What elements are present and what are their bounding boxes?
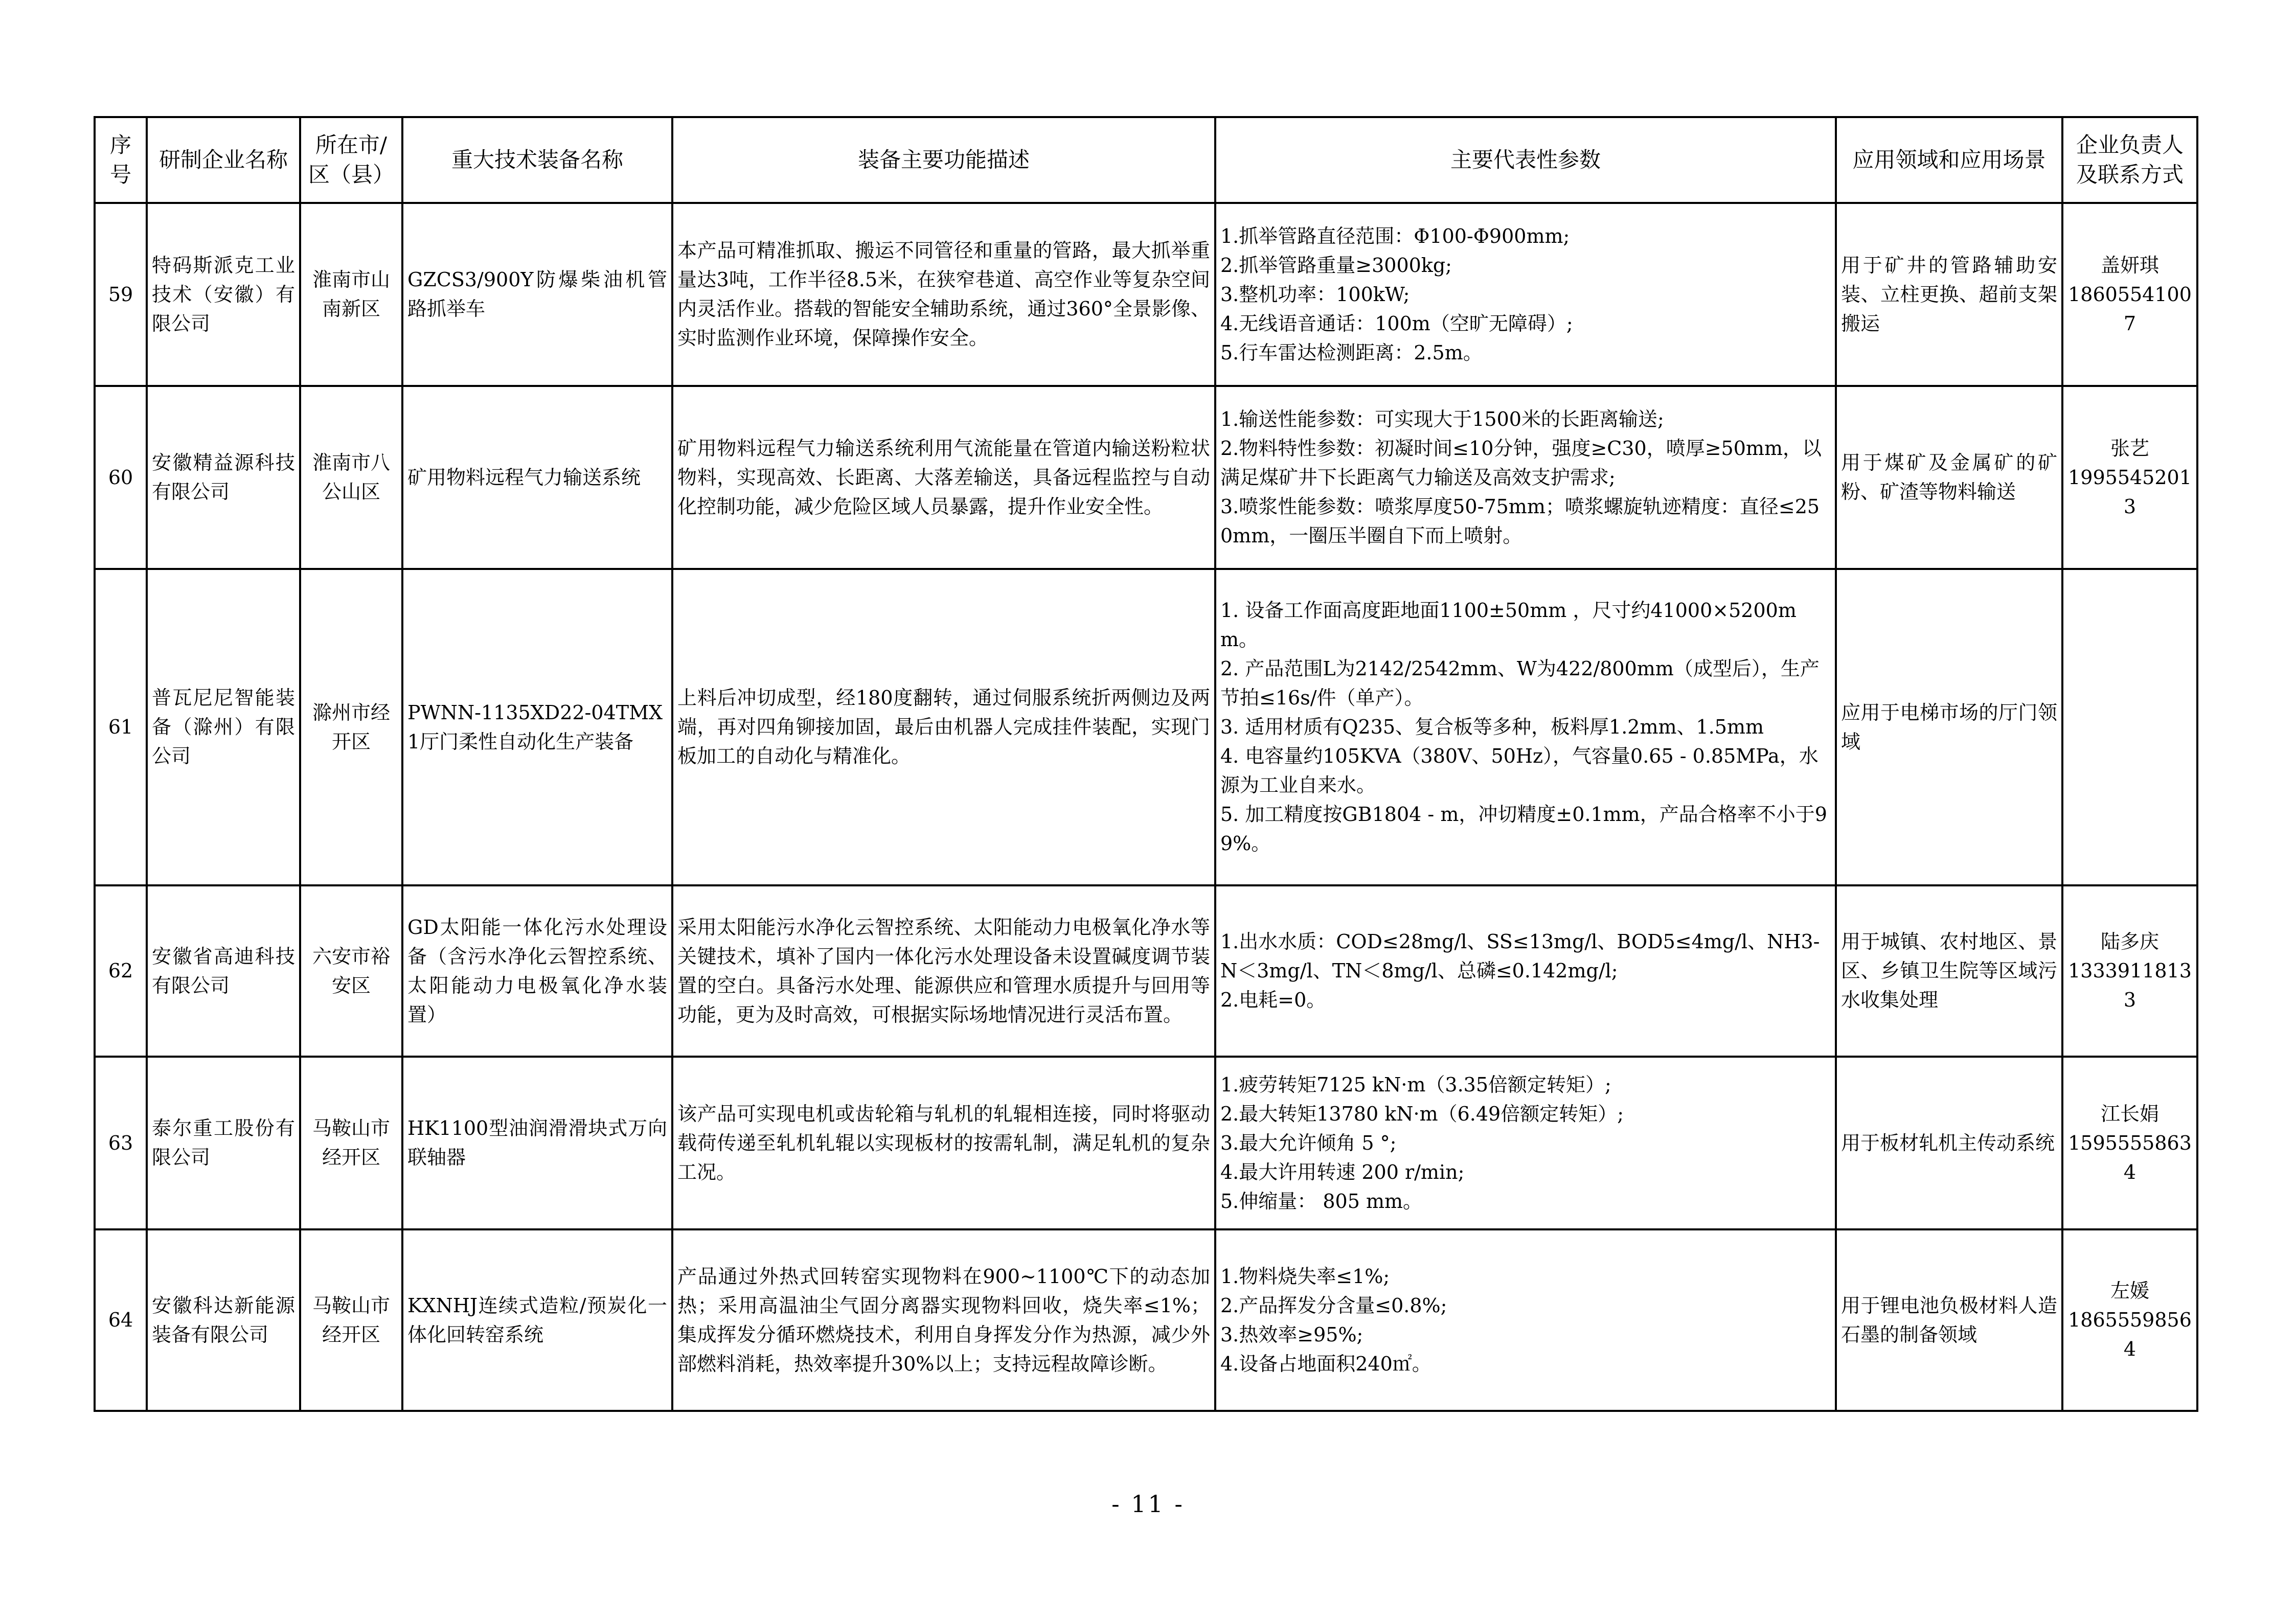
location: 马鞍山市经开区 [300,1229,402,1411]
contact [2062,386,2197,569]
equipment-name: KXNHJ连续式造粒/预炭化一体化回转窑系统 [402,1229,672,1411]
parameter-line: 1.输送性能参数：可实现大于1500米的长距离输送; [1220,407,1664,430]
contact [2062,1057,2197,1229]
contact-name: 盖妍琪 [2100,254,2159,277]
location: 滁州市经开区 [300,569,402,885]
contact [2062,203,2197,386]
table-row [95,386,2197,569]
header-no: 序号 [95,117,147,203]
equipment-name: 矿用物料远程气力输送系统 [402,386,672,569]
row-number: 61 [95,569,147,885]
company-name: 泰尔重工股份有限公司 [147,1057,300,1229]
table-row [95,203,2197,386]
parameter-line: 4.设备占地面积240㎡。 [1220,1352,1431,1375]
header-application: 应用领域和应用场景 [1836,117,2062,203]
parameters [1215,203,1836,386]
parameter-line: 5.行车雷达检测距离：2.5m。 [1220,341,1483,364]
parameter-line: 1.出水水质：COD≤28mg/l、SS≤13mg/l、BOD5≤4mg/l、NH3-N＜3mg/l、TN＜8mg/l、总磷≤0.142mg/l; [1220,930,1820,982]
contact [2062,569,2197,885]
contact [2062,1229,2197,1411]
location: 淮南市八公山区 [300,386,402,569]
company-name: 特码斯派克工业技术（安徽）有限公司 [147,203,300,386]
contact-phone: 15955558634 [2068,1131,2192,1183]
header-contact: 企业负责人及联系方式 [2062,117,2197,203]
location: 六安市裕安区 [300,885,402,1057]
parameter-line: 3.最大允许倾角 5 °; [1220,1131,1397,1154]
header-function: 装备主要功能描述 [672,117,1215,203]
contact-name: 张艺 [2110,437,2149,460]
header-company: 研制企业名称 [147,117,300,203]
row-number: 59 [95,203,147,386]
application-field: 用于矿井的管路辅助安装、立柱更换、超前支架搬运 [1836,203,2062,386]
company-name: 普瓦尼尼智能装备（滁州）有限公司 [147,569,300,885]
row-number: 62 [95,885,147,1057]
company-name: 安徽省高迪科技有限公司 [147,885,300,1057]
parameter-line: 3.热效率≥95%; [1220,1323,1363,1346]
contact-name: 江长娟 [2100,1102,2159,1125]
page-number: - 11 - [1111,1490,1185,1518]
row-number: 64 [95,1229,147,1411]
table-row [95,569,2197,885]
parameter-line: 1. 设备工作面高度距地面1100±50mm ，尺寸约41000×5200mm。 [1220,599,1797,651]
parameter-line: 2. 产品范围L为2142/2542mm、W为422/800mm（成型后），生产节拍≤16s/件（单产）。 [1220,657,1820,709]
contact-name: 陆多庆 [2100,930,2159,953]
parameter-line: 2.物料特性参数：初凝时间≤10分钟，强度≥C30，喷厚≥50mm，以满足煤矿井下长距离气力输送及高效支护需求; [1220,437,1822,489]
table-row [95,885,2197,1057]
function-description: 本产品可精准抓取、搬运不同管径和重量的管路，最大抓举重量达3吨，工作半径8.5米，在狭窄巷道、高空作业等复杂空间内灵活作业。搭载的智能安全辅助系统，通过360°全景影像、实时监测作业环境，保障操作安全。 [672,203,1215,386]
function-description: 上料后冲切成型，经180度翻转，通过伺服系统折两侧边及两端，再对四角铆接加固，最后由机器人完成挂件装配，实现门板加工的自动化与精准化。 [672,569,1215,885]
application-field: 用于煤矿及金属矿的矿粉、矿渣等物料输送 [1836,386,2062,569]
header-params: 主要代表性参数 [1215,117,1836,203]
company-name: 安徽精益源科技有限公司 [147,386,300,569]
equipment-name: PWNN-1135XD22-04TMX1厅门柔性自动化生产装备 [402,569,672,885]
application-field: 用于城镇、农村地区、景区、乡镇卫生院等区域污水收集处理 [1836,885,2062,1057]
equipment-table [94,116,2198,1412]
contact-phone: 18655598564 [2068,1309,2192,1360]
row-number: 63 [95,1057,147,1229]
parameters [1215,885,1836,1057]
parameters [1215,569,1836,885]
location: 马鞍山市经开区 [300,1057,402,1229]
parameter-line: 5. 加工精度按GB1804 - m，冲切精度±0.1mm，产品合格率不小于99%。 [1220,803,1827,855]
parameters [1215,1229,1836,1411]
equipment-name: GD太阳能一体化污水处理设备（含污水净化云智控系统、太阳能动力电极氧化净水装置） [402,885,672,1057]
application-field: 用于板材轧机主传动系统 [1836,1057,2062,1229]
parameter-line: 1.抓举管路直径范围：Φ100-Φ900mm; [1220,224,1570,247]
parameter-line: 4.无线语音通话：100m（空旷无障碍）; [1220,312,1573,335]
location: 淮南市山南新区 [300,203,402,386]
equipment-name: GZCS3/900Y防爆柴油机管路抓举车 [402,203,672,386]
table-header-row [95,117,2197,203]
contact [2062,885,2197,1057]
contact-name: 左媛 [2110,1280,2149,1302]
function-description: 矿用物料远程气力输送系统利用气流能量在管道内输送粉粒状物料，实现高效、长距离、大落差输送，具备远程监控与自动化控制功能，减少危险区域人员暴露，提升作业安全性。 [672,386,1215,569]
contact-phone: 18605541007 [2068,283,2192,335]
contact-phone: 19955452013 [2068,466,2192,518]
equipment-name: HK1100型油润滑滑块式万向联轴器 [402,1057,672,1229]
parameter-line: 2.最大转矩13780 kN·m（6.49倍额定转矩）; [1220,1102,1624,1125]
parameter-line: 3.喷浆性能参数：喷浆厚度50-75mm；喷浆螺旋轨迹精度：直径≤250mm，一圈压半圈自下而上喷射。 [1220,495,1820,547]
parameter-line: 2.抓举管路重量≥3000kg; [1220,254,1452,277]
function-description: 该产品可实现电机或齿轮箱与轧机的轧辊相连接，同时将驱动载荷传递至轧机轧辊以实现板材的按需轧制，满足轧机的复杂工况。 [672,1057,1215,1229]
table-row [95,1057,2197,1229]
parameters [1215,386,1836,569]
company-name: 安徽科达新能源装备有限公司 [147,1229,300,1411]
parameter-line: 3.整机功率：100kW; [1220,283,1410,306]
table-row [95,1229,2197,1411]
parameter-line: 1.物料烧失率≤1%; [1220,1265,1390,1288]
parameter-line: 5.伸缩量： 805 mm。 [1220,1190,1423,1213]
row-number: 60 [95,386,147,569]
application-field: 应用于电梯市场的厅门领域 [1836,569,2062,885]
function-description: 产品通过外热式回转窑实现物料在900~1100℃下的动态加热；采用高温油尘气固分离器实现物料回收，烧失率≤1%；集成挥发分循环燃烧技术，利用自身挥发分作为热源，减少外部燃料消耗，热效率提升30%以上；支持远程故障诊断。 [672,1229,1215,1411]
parameter-line: 2.电耗=0。 [1220,989,1326,1011]
parameter-line: 1.疲劳转矩7125 kN·m（3.35倍额定转矩）; [1220,1073,1611,1096]
function-description: 采用太阳能污水净化云智控系统、太阳能动力电极氧化净水等关键技术，填补了国内一体化污水处理设备未设置碱度调节装置的空白。具备污水处理、能源供应和管理水质提升与回用等功能，更为及时高效，可根据实际场地情况进行灵活布置。 [672,885,1215,1057]
header-location: 所在市/区（县） [300,117,402,203]
contact-phone: 13339118133 [2068,960,2192,1011]
application-field: 用于锂电池负极材料人造石墨的制备领域 [1836,1229,2062,1411]
parameter-line: 2.产品挥发分含量≤0.8%; [1220,1294,1447,1317]
parameters [1215,1057,1836,1229]
header-equipment: 重大技术装备名称 [402,117,672,203]
parameter-line: 4. 电容量约105KVA（380V、50Hz），气容量0.65 - 0.85MPa，水源为工业自来水。 [1220,745,1818,796]
parameter-line: 3. 适用材质有Q235、复合板等多种，板料厚1.2mm、1.5mm [1220,716,1764,738]
parameter-line: 4.最大许用转速 200 r/min; [1220,1160,1465,1183]
